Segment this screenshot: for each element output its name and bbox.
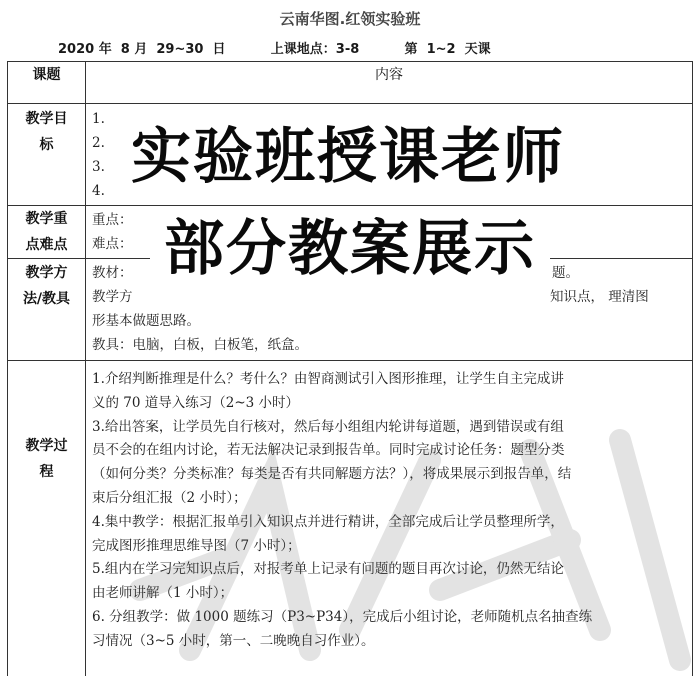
column-header-content: 内容 [375,67,403,83]
document-meta: 2020 年 8 月 29~30 日 上课地点：3-8 第 1~2 天课 [58,42,491,57]
process-line: 义的 70 道导入练习（2~3 小时） [92,394,300,411]
method-label: 教学方 [92,289,133,305]
table-border-right [692,61,693,676]
overlay-banner-line-1: 实验班授课老师 [106,110,590,204]
row-label-teaching-process [8,433,85,485]
textbook-tail: 题。 [552,265,579,281]
column-header-topic: 课题 [32,67,61,83]
document-title: 云南华图.红领实验班 [279,10,421,28]
difficult-point-line: 难点： [92,236,133,252]
process-line: （如何分类？分类标准？每类是否有共同解题方法？），将成果展示到报告单，结 [92,466,572,483]
row-label-key-points [8,206,85,258]
method-line: 形基本做题思路。 [92,313,200,329]
table-row-divider [7,205,693,206]
process-line: 由老师讲解（1 小时）； [92,585,234,602]
table-column-divider [85,61,86,676]
row-label-teaching-method [8,260,85,312]
row-label-line: 点难点 [25,237,68,253]
textbook-label: 教材： [92,265,133,281]
key-points-text [92,208,152,256]
process-line: 1.介绍判断推理是什么？考什么？由智商测试引入图形推理，让学生自主完成讲 [92,371,564,387]
goal-item: 4. [92,183,105,199]
process-text [92,368,690,654]
row-label-line: 教学重 [25,211,68,227]
goal-item: 1. [92,111,105,127]
row-label-line: 教学方 [25,265,68,281]
tools-line: 教具：电脑，白板，白板笔，纸盒。 [92,337,308,353]
goal-item: 3. [92,159,105,175]
row-label-line: 教学过 [25,438,68,454]
row-label-line: 法/教具 [22,291,71,307]
process-line: 习情况（3~5 小时，第一、二晚晚自习作业）。 [92,632,375,649]
row-label-line: 教学目 [25,111,68,127]
method-tail: 知识点， 理清图 [550,289,649,305]
table-row-divider [7,103,693,104]
row-label-line: 程 [39,464,54,480]
overlay-banner-line-2: 部分教案展示 [150,208,550,290]
process-line: 6. 分组教学：做 1000 题练习（P3~P34），完成后小组讨论，老师随机点名抽查练 [92,608,593,625]
row-label-line: 标 [39,137,54,153]
row-label-teaching-goal [8,106,85,158]
goal-item: 2. [92,135,105,151]
table-row-divider [7,360,693,361]
process-line: 员不会的在组内讨论，若无法解决记录到报告单。同时完成讨论任务：题型分类 [92,442,565,459]
process-line: 5.组内在学习完知识点后，对报考单上记录有问题的题目再次讨论，仍然无结论 [92,561,564,578]
key-point-line: 重点： [92,212,133,228]
process-line: 3.给出答案，让学员先自行核对，然后每小组组内轮讲每道题，遇到错误或有组 [92,418,564,435]
process-line: 完成图形推理思维导图（7 小时）； [92,537,301,554]
process-line: 束后分组汇报（2 小时）； [92,489,247,506]
process-line: 4.集中教学：根据汇报单引入知识点并进行精讲，全部完成后让学员整理所学， [92,513,564,530]
